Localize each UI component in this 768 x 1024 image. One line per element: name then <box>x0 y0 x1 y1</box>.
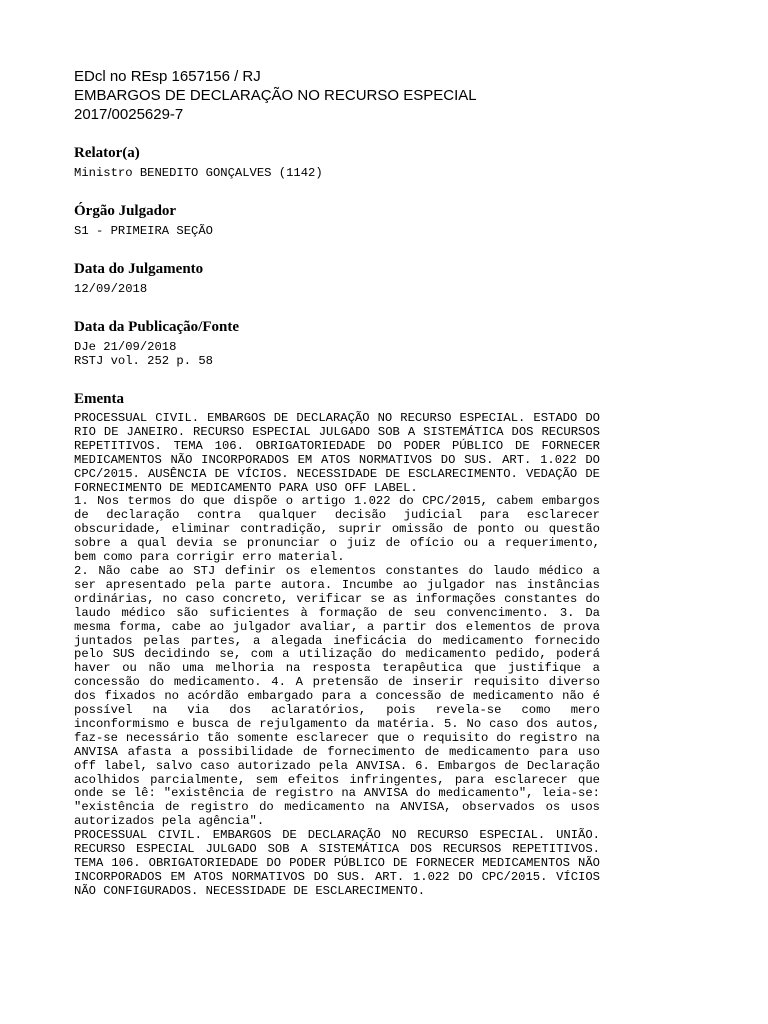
ementa-section <box>74 390 600 899</box>
relator-title: Relator(a) <box>74 145 140 161</box>
orgao-title: Órgão Julgador <box>74 203 177 219</box>
process-number: 2017/0025629-7 <box>74 106 184 123</box>
relator-section <box>74 144 600 180</box>
relator-value: Ministro BENEDITO GONÇALVES (1142) <box>74 166 323 180</box>
publicacao-dje: DJe 21/09/2018 <box>74 340 177 354</box>
ementa-title: Ementa <box>74 391 124 407</box>
ementa-body <box>74 412 600 899</box>
process-identifier: EDcl no REsp 1657156 / RJ <box>74 68 261 85</box>
ementa-paragraph: 1. Nos termos do que dispõe o artigo 1.022 do CPC/2015, cabem embargos de declaração contra qualquer decisão judicial para esclarecer obscuridade, eliminar contradição, suprir omissão de ponto ou questão sobre a qual devia se pronunciar o juiz de ofício ou a requerimento, bem como para corrigir erro material. <box>74 494 600 565</box>
publicacao-section <box>74 318 600 368</box>
process-class: EMBARGOS DE DECLARAÇÃO NO RECURSO ESPECIAL <box>74 87 477 104</box>
julgamento-value: 12/09/2018 <box>74 282 148 296</box>
orgao-value: S1 - PRIMEIRA SEÇÃO <box>74 224 213 238</box>
ementa-paragraph: PROCESSUAL CIVIL. EMBARGOS DE DECLARAÇÃO NO RECURSO ESPECIAL. UNIÃO. RECURSO ESPECIAL JULGADO SOB A SISTEMÁTICA DOS RECURSOS REPETITIVOS. TEMA 106. OBRIGATORIEDADE DO PODER PÚBLICO DE FORNECER MEDICAMENTOS NÃO INCORPORADOS EM ATOS NORMATIVOS DO SUS. ART. 1.022 DO CPC/2015. VÍCIOS NÃO CONFIGURADOS. NECESSIDADE DE ESCLARECIMENTO. <box>74 828 600 898</box>
orgao-section <box>74 202 600 238</box>
julgamento-section <box>74 260 600 296</box>
document-header <box>74 67 600 124</box>
ementa-paragraph: PROCESSUAL CIVIL. EMBARGOS DE DECLARAÇÃO NO RECURSO ESPECIAL. ESTADO DO RIO DE JANEIRO. RECURSO ESPECIAL JULGADO SOB A SISTEMÁTICA DOS RECURSOS REPETITIVOS. TEMA 106. OBRIGATORIEDADE DO PODER PÚBLICO DE FORNECER MEDICAMENTOS NÃO INCORPORADOS EM ATOS NORMATIVOS DO SUS. ART. 1.022 DO CPC/2015. AUSÊNCIA DE VÍCIOS. NECESSIDADE DE ESCLARECIMENTO. VEDAÇÃO DE FORNECIMENTO DE MEDICAMENTO PARA USO OFF LABEL. <box>74 411 600 495</box>
publicacao-rstj: RSTJ vol. 252 p. 58 <box>74 354 213 368</box>
ementa-paragraph: 2. Não cabe ao STJ definir os elementos constantes do laudo médico a ser apresentado pela parte autora. Incumbe ao julgador nas instâncias ordinárias, no caso concreto, verificar se as informações constantes do laudo médico são suficientes à formação de seu convencimento. 3. Da mesma forma, cabe ao julgador avaliar, a partir dos elementos de prova juntados pelas partes, a alegada ineficácia do medicamento fornecido pelo SUS decidindo se, com a utilização do medicamento pedido, poderá haver ou não uma melhoria na resposta terapêutica que justifique a concessão do medicamento. 4. A pretensão de inserir requisito diverso dos fixados no acórdão embargado para a concessão de medicamento não é possível na via dos aclaratórios, pois revela-se como mero inconformismo e busca de rejulgamento da matéria. 5. No caso dos autos, faz-se necessário tão somente esclarecer que o requisito do registro na ANVISA afasta a possibilidade de fornecimento de medicamento para uso off label, salvo caso autorizado pela ANVISA. 6. Embargos de Declaração acolhidos parcialmente, sem efeitos infringentes, para esclarecer que onde se lê: "existência de registro na ANVISA do medicamento", leia-se: "existência de registro do medicamento na ANVISA, observados os usos autorizados pela agência". <box>74 563 600 829</box>
publicacao-title: Data da Publicação/Fonte <box>74 319 239 335</box>
document-page <box>74 67 600 899</box>
julgamento-title: Data do Julgamento <box>74 261 204 277</box>
